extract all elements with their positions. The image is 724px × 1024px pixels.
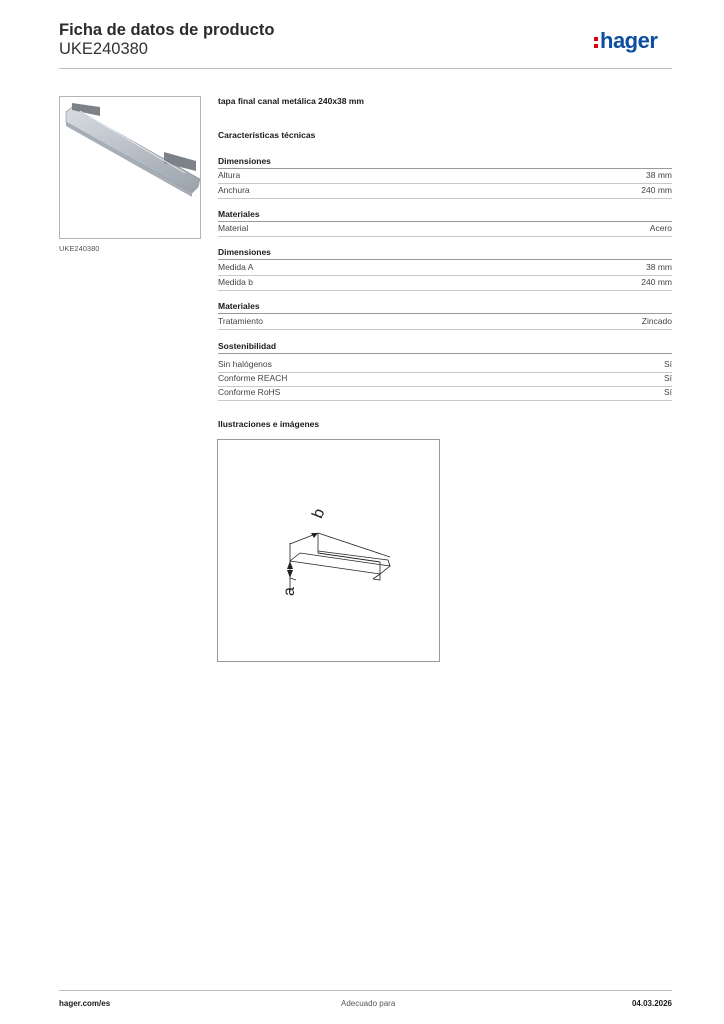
spec-label: Conforme RoHS (218, 387, 281, 397)
spec-value: 240 mm (641, 277, 672, 287)
spec-value: Sí (663, 373, 672, 383)
logo-text: hager (600, 28, 658, 53)
spec-label: Tratamiento (218, 316, 264, 326)
spec-value: Acero (649, 223, 672, 233)
spec-value: 240 mm (641, 185, 672, 195)
dimension-a-label: a (281, 587, 298, 596)
illustrations-heading: Ilustraciones e imágenes (218, 419, 320, 429)
spec-row (218, 358, 672, 373)
spec-label: Material (218, 223, 249, 233)
section-title-sostenibilidad: Sostenibilidad (218, 341, 672, 354)
product-image-caption: UKE240380 (59, 244, 100, 253)
dimension-b-label: b (309, 506, 329, 521)
spec-value: 38 mm (646, 170, 672, 180)
spec-value: Sí (663, 387, 672, 397)
product-code: UKE240380 (59, 40, 148, 58)
spec-label: Sin halógenos (218, 359, 272, 369)
spec-value: 38 mm (646, 262, 672, 272)
section-title-dimensiones: Dimensiones (218, 156, 672, 169)
spec-label: Altura (218, 170, 241, 180)
product-description: tapa final canal metálica 240x38 mm (218, 96, 364, 106)
logo-dots-icon (594, 34, 598, 51)
spec-label: Medida A (218, 262, 254, 272)
section-title-dimensiones-2: Dimensiones (218, 247, 672, 260)
dimension-drawing-icon (218, 440, 439, 661)
product-image (59, 96, 201, 239)
spec-row (218, 372, 672, 387)
tech-characteristics-heading: Características técnicas (218, 130, 316, 140)
section-title-materiales: Materiales (218, 209, 672, 222)
spec-label: Conforme REACH (218, 373, 288, 383)
spec-row (218, 276, 672, 291)
page-title: Ficha de datos de producto (59, 21, 275, 39)
footer-website-link[interactable]: hager.com/es (59, 999, 111, 1008)
footer-divider (59, 990, 672, 991)
spec-value: Zincado (641, 316, 672, 326)
spec-label: Anchura (218, 185, 250, 195)
footer-date: 04.03.2026 (631, 999, 672, 1008)
spec-row (218, 261, 672, 276)
spec-row (218, 184, 672, 199)
end-cap-photo-icon (60, 97, 200, 238)
spec-row (218, 315, 672, 330)
section-title-materiales-2: Materiales (218, 301, 672, 314)
spec-label: Medida b (218, 277, 253, 287)
spec-value: Sí (663, 359, 672, 369)
dimension-drawing (217, 439, 440, 662)
footer-suitable-for: Adecuado para (341, 999, 396, 1008)
hager-logo (594, 28, 657, 54)
spec-row (218, 169, 672, 184)
spec-row (218, 386, 672, 401)
header-divider (59, 68, 672, 69)
spec-row (218, 222, 672, 237)
